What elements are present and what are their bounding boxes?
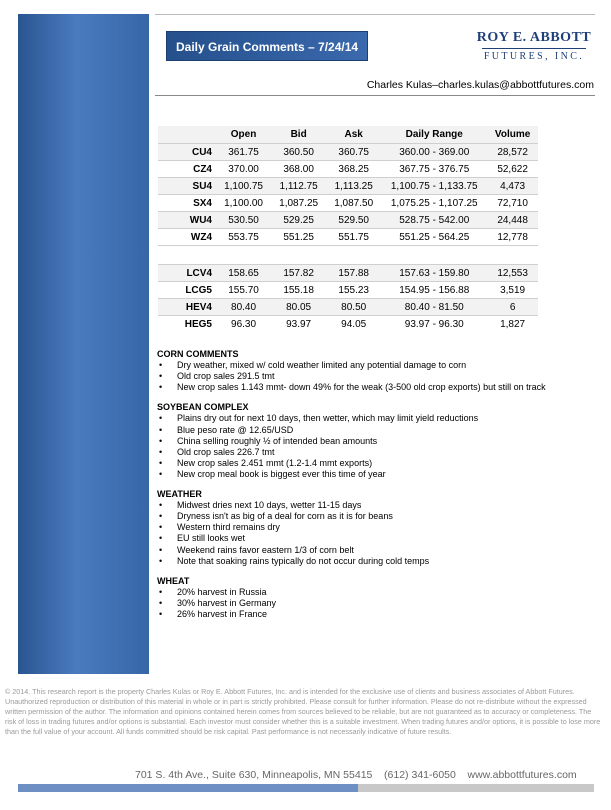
comment-section	[157, 576, 597, 620]
list-item: • New crop sales 2.451 mmt (1.2-1.4 mmt exports)	[157, 458, 597, 469]
spacer-cell	[158, 246, 216, 265]
cell-ask: 80.50	[326, 299, 381, 316]
cell-ask: 529.50	[326, 212, 381, 229]
cell-open: 361.75	[216, 144, 271, 161]
page-title: Daily Grain Comments – 7/24/14	[166, 31, 368, 61]
footer-address: 701 S. 4th Ave., Suite 630, Minneapolis, MN 55415 (612) 341-6050 www.abbottfutures.com	[135, 769, 577, 781]
cell-volume: 72,710	[487, 195, 538, 212]
col-header-bid: Bid	[271, 126, 326, 144]
cell-symbol: CZ4	[158, 161, 216, 178]
cell-bid: 529.25	[271, 212, 326, 229]
cell-open: 553.75	[216, 229, 271, 246]
spacer-cell	[271, 246, 326, 265]
bullet-list	[157, 587, 597, 620]
cell-symbol: WZ4	[158, 229, 216, 246]
list-item: • Old crop sales 291.5 tmt	[157, 371, 597, 382]
cell-symbol: CU4	[158, 144, 216, 161]
table-row	[158, 178, 538, 195]
cell-volume: 24,448	[487, 212, 538, 229]
cell-bid: 155.18	[271, 282, 326, 299]
list-item: • Plains dry out for next 10 days, then wetter, which may limit yield reductions	[157, 413, 597, 424]
section-heading: WEATHER	[157, 489, 202, 500]
col-header-range: Daily Range	[381, 126, 487, 144]
cell-symbol: SU4	[158, 178, 216, 195]
table-row	[158, 161, 538, 178]
col-header-symbol	[158, 126, 216, 144]
cell-ask: 1,113.25	[326, 178, 381, 195]
section-heading: CORN COMMENTS	[157, 349, 239, 359]
list-item: • Midwest dries next 10 days, wetter 11-15 days	[157, 500, 597, 511]
bullet-list	[157, 413, 597, 480]
comments-body	[157, 349, 597, 629]
cell-symbol: HEV4	[158, 299, 216, 316]
cell-volume: 28,572	[487, 144, 538, 161]
cell-range: 528.75 - 542.00	[381, 212, 487, 229]
cell-open: 1,100.00	[216, 195, 271, 212]
list-item: • 20% harvest in Russia	[157, 587, 597, 598]
list-item: • Note that soaking rains typically do not occur during cold temps	[157, 556, 597, 567]
section-heading: WHEAT	[157, 575, 190, 586]
cell-symbol: HEG5	[158, 316, 216, 333]
cell-ask: 551.75	[326, 229, 381, 246]
cell-symbol: LCG5	[158, 282, 216, 299]
author-contact: Charles Kulas–charles.kulas@abbottfutures.com	[366, 79, 594, 91]
cell-open: 158.65	[216, 265, 271, 282]
logo-subname: FUTURES, INC.	[483, 51, 585, 62]
cell-bid: 93.97	[271, 316, 326, 333]
list-item: • Blue peso rate @ 12.65/USD	[157, 425, 597, 436]
table-row	[158, 299, 538, 316]
company-logo	[476, 30, 592, 64]
cell-range: 1,075.25 - 1,107.25	[381, 195, 487, 212]
cell-ask: 368.25	[326, 161, 381, 178]
cell-bid: 1,112.75	[271, 178, 326, 195]
contact-rule	[155, 95, 595, 96]
disclaimer: © 2014. This research report is the property Charles Kulas or Roy E. Abbott Futures, Inc. and is intended for the exclusive use of clients and business associates of Abbott Futures. Unauthorized reproduction or distribution of this material in whole or in part is strictly prohibited. Please consult for further information. Please do not re-distribute without the expressed written permission of the author. The information and opinions contained herein comes from sources believed to be reliable, but are not guaranteed as to accuracy or completeness. The risk of loss in trading futures and/or options is substantial. Each investor must consider whether this is a suitable investment. When trading futures and/or options, it is possible to lose more than the full value of your account. All funds committed should be risk capital. Past performance is not necessarily indicative of future results.	[5, 687, 601, 736]
bullet-list	[157, 500, 597, 567]
list-item: • New crop sales 1.143 mmt- down 49% for the weak (3-500 old crop exports) but still on track	[157, 382, 597, 393]
logo-name: ROY E. ABBOTT	[476, 30, 592, 45]
cell-range: 360.00 - 369.00	[381, 144, 487, 161]
cell-symbol: SX4	[158, 195, 216, 212]
cell-symbol: WU4	[158, 212, 216, 229]
list-item: • 26% harvest in France	[157, 609, 597, 620]
cell-ask: 1,087.50	[326, 195, 381, 212]
spacer-cell	[487, 246, 538, 265]
list-item: • Dry weather, mixed w/ cold weather limited any potential damage to corn	[157, 360, 597, 371]
cell-open: 1,100.75	[216, 178, 271, 195]
comment-section	[157, 489, 597, 567]
bullet-list	[157, 360, 597, 393]
cell-range: 93.97 - 96.30	[381, 316, 487, 333]
cell-bid: 157.82	[271, 265, 326, 282]
cell-open: 530.50	[216, 212, 271, 229]
price-table-header	[158, 126, 538, 144]
cell-volume: 3,519	[487, 282, 538, 299]
cell-bid: 80.05	[271, 299, 326, 316]
table-spacer-row	[158, 246, 538, 265]
spacer-cell	[216, 246, 271, 265]
cell-bid: 551.25	[271, 229, 326, 246]
section-heading: SOYBEAN COMPLEX	[157, 402, 249, 413]
cell-ask: 157.88	[326, 265, 381, 282]
cell-volume: 4,473	[487, 178, 538, 195]
logo-divider	[482, 48, 586, 49]
list-item: • Dryness isn't as big of a deal for corn as it is for beans	[157, 511, 597, 522]
price-table-body	[158, 144, 538, 333]
table-row	[158, 144, 538, 161]
comment-section	[157, 402, 597, 480]
col-header-open: Open	[216, 126, 271, 144]
cell-ask: 155.23	[326, 282, 381, 299]
cell-bid: 1,087.25	[271, 195, 326, 212]
table-row	[158, 195, 538, 212]
cell-volume: 6	[487, 299, 538, 316]
cell-range: 157.63 - 159.80	[381, 265, 487, 282]
list-item: • Weekend rains favor eastern 1/3 of corn belt	[157, 545, 597, 556]
cell-volume: 12,553	[487, 265, 538, 282]
cell-volume: 12,778	[487, 229, 538, 246]
cell-open: 96.30	[216, 316, 271, 333]
footer-bar-gray	[358, 784, 594, 792]
cell-volume: 1,827	[487, 316, 538, 333]
cell-range: 154.95 - 156.88	[381, 282, 487, 299]
cell-volume: 52,622	[487, 161, 538, 178]
cell-ask: 94.05	[326, 316, 381, 333]
col-header-volume: Volume	[487, 126, 538, 144]
comment-section	[157, 349, 597, 393]
cell-range: 80.40 - 81.50	[381, 299, 487, 316]
cell-range: 551.25 - 564.25	[381, 229, 487, 246]
col-header-ask: Ask	[326, 126, 381, 144]
table-row	[158, 229, 538, 246]
table-row	[158, 212, 538, 229]
list-item: • New crop meal book is biggest ever this time of year	[157, 469, 597, 480]
list-item: • EU still looks wet	[157, 533, 597, 544]
decorative-side-bar	[18, 14, 149, 674]
top-rule	[155, 14, 595, 15]
footer-bar	[18, 784, 358, 792]
cell-symbol: LCV4	[158, 265, 216, 282]
list-item: • Western third remains dry	[157, 522, 597, 533]
spacer-cell	[326, 246, 381, 265]
spacer-cell	[381, 246, 487, 265]
price-table	[158, 126, 538, 332]
cell-bid: 360.50	[271, 144, 326, 161]
cell-range: 367.75 - 376.75	[381, 161, 487, 178]
cell-ask: 360.75	[326, 144, 381, 161]
table-row	[158, 282, 538, 299]
list-item: • China selling roughly ½ of intended bean amounts	[157, 436, 597, 447]
cell-open: 370.00	[216, 161, 271, 178]
list-item: • 30% harvest in Germany	[157, 598, 597, 609]
cell-bid: 368.00	[271, 161, 326, 178]
table-row	[158, 316, 538, 333]
cell-open: 155.70	[216, 282, 271, 299]
cell-open: 80.40	[216, 299, 271, 316]
cell-range: 1,100.75 - 1,133.75	[381, 178, 487, 195]
table-row	[158, 265, 538, 282]
list-item: • Old crop sales 226.7 tmt	[157, 447, 597, 458]
